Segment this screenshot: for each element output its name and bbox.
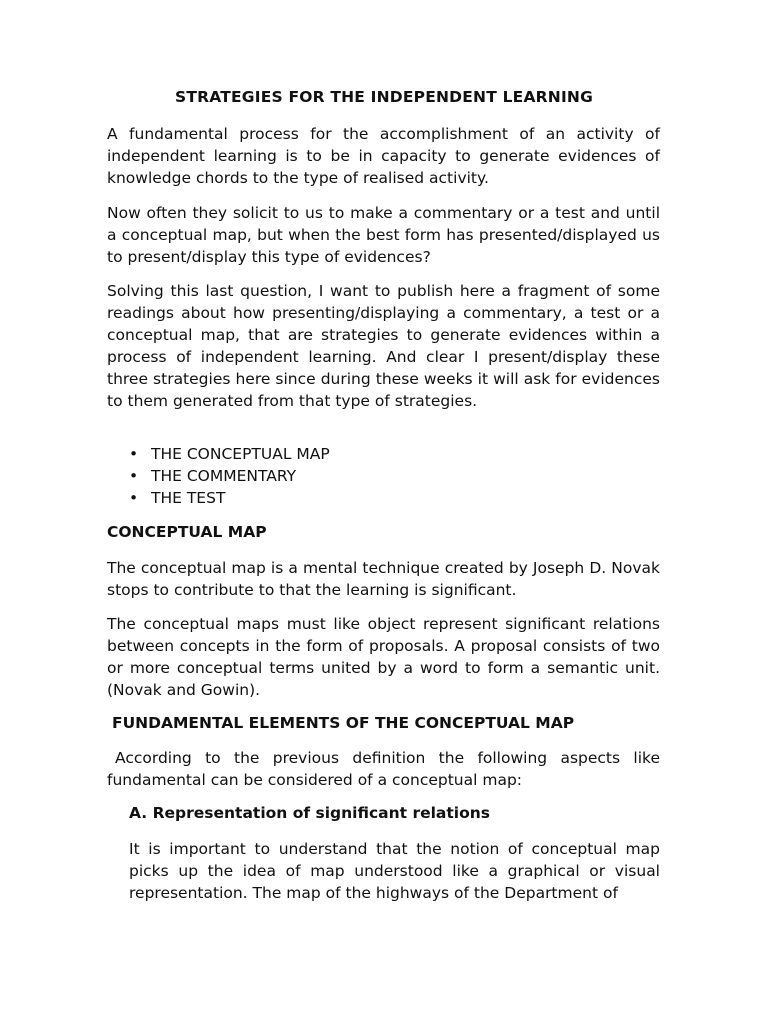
document-title: STRATEGIES FOR THE INDEPENDENT LEARNING bbox=[174, 88, 594, 106]
strategies-list bbox=[107, 443, 330, 509]
list-item bbox=[107, 487, 330, 509]
fundamental-elements-heading: FUNDAMENTAL ELEMENTS OF THE CONCEPTUAL MAP bbox=[112, 714, 575, 732]
sub-heading-a: A. Representation of significant relations bbox=[129, 804, 491, 822]
sub-paragraph-a: It is important to understand that the notion of conceptual map picks up the idea of map understood like a graphical or visual representation. The map of the highways of the Department of bbox=[129, 840, 660, 902]
fundamental-elements-intro: According to the previous definition the following aspects like fundamental can be considered of a conceptual map: bbox=[107, 749, 660, 789]
intro-paragraph-1: A fundamental process for the accomplishment of an activity of independent learning is to be in capacity to generate evidences of knowledge chords to the type of realised activity. bbox=[107, 125, 660, 187]
list-item-label: THE TEST bbox=[151, 489, 226, 507]
conceptual-map-paragraph-2: The conceptual maps must like object represent significant relations between concepts in the form of proposals. A proposal consists of two or more conceptual terms united by a word to form a semantic unit. (Novak and Gowin). bbox=[107, 615, 660, 699]
bullet-icon: • bbox=[129, 467, 139, 485]
bullet-icon: • bbox=[129, 489, 139, 507]
list-item bbox=[107, 443, 330, 465]
list-item bbox=[107, 465, 330, 487]
list-item-label: THE CONCEPTUAL MAP bbox=[151, 445, 330, 463]
intro-paragraph-3: Solving this last question, I want to publish here a fragment of some readings about how presenting/displaying a commentary, a test or a conceptual map, that are strategies to generate evidences within a process of independent learning. And clear I present/display these three strategies here since during these weeks it will ask for evidences to them generated from that type of strategies. bbox=[107, 282, 660, 410]
conceptual-map-paragraph-1: The conceptual map is a mental technique created by Joseph D. Novak stops to contribute to that the learning is significant. bbox=[107, 559, 660, 599]
intro-paragraph-2: Now often they solicit to us to make a commentary or a test and until a conceptual map, but when the best form has presented/displayed us to present/display this type of evidences? bbox=[107, 204, 660, 266]
list-item-label: THE COMMENTARY bbox=[151, 467, 297, 485]
bullet-icon: • bbox=[129, 445, 139, 463]
conceptual-map-heading: CONCEPTUAL MAP bbox=[107, 523, 267, 541]
